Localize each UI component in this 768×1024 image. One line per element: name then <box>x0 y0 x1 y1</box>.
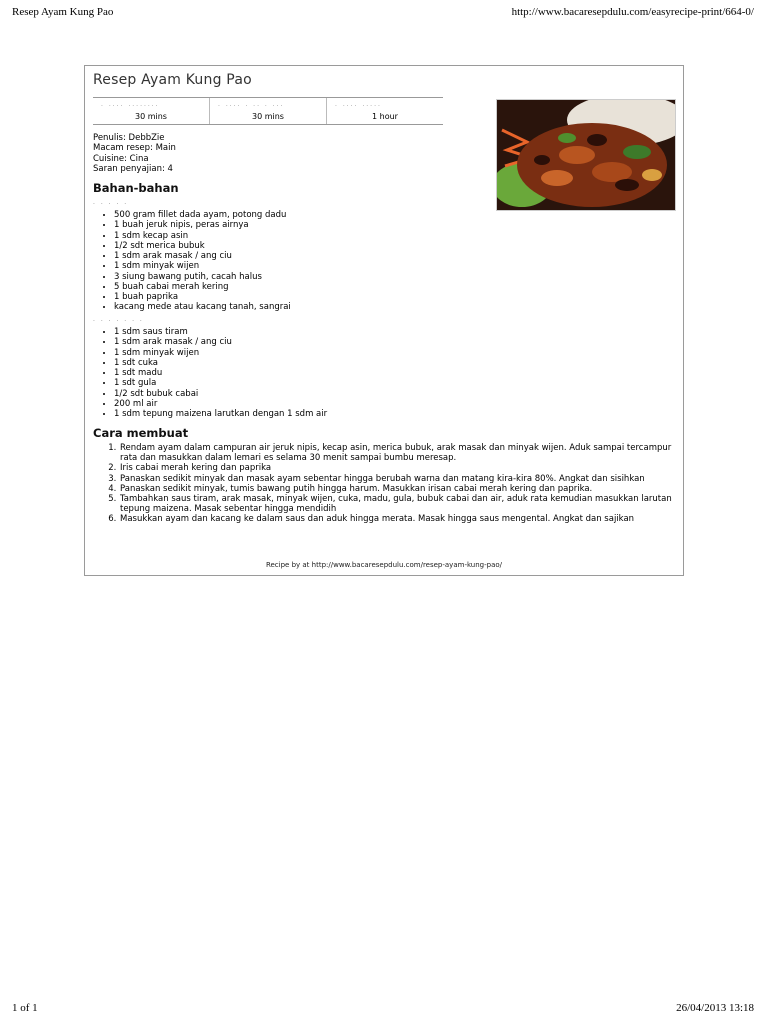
list-item: • 1 sdt gula <box>114 378 327 388</box>
step-item: 3. Panaskan sedikit minyak dan masak ayam sebentar hingga berubah warna dan matang kira-kira 80%. Angkat dan sisihkan <box>119 474 678 484</box>
list-item: • 1 sdm arak masak / ang ciu <box>114 337 327 347</box>
ingredients-list-1 <box>93 210 291 313</box>
step-item: 2. Iris cabai merah kering dan paprika <box>119 463 678 473</box>
meta-serves: Saran penyajian: 4 <box>93 163 173 174</box>
cook-time-label: . .... . .. . ... <box>218 101 285 108</box>
list-item: • 1 sdm minyak wijen <box>114 348 327 358</box>
list-item: • 1 sdm kecap asin <box>114 231 291 241</box>
total-time-value: 1 hour <box>372 112 398 121</box>
list-item: • 3 siung bawang putih, cacah halus <box>114 272 291 282</box>
list-item: • 1/2 sdt merica bubuk <box>114 241 291 251</box>
list-item: • 1/2 sdt bubuk cabai <box>114 389 327 399</box>
list-item: • 1 sdt cuka <box>114 358 327 368</box>
print-url[interactable]: http://www.bacaresepdulu.com/easyrecipe-print/664-0/ <box>511 6 754 18</box>
total-time <box>327 98 443 124</box>
page-number: 1 of 1 <box>12 1002 38 1014</box>
list-item: • 1 sdm minyak wijen <box>114 261 291 271</box>
list-item: • 1 buah jeruk nipis, peras airnya <box>114 220 291 230</box>
method-title: Cara membuat <box>93 426 189 440</box>
list-item: • 200 ml air <box>114 399 327 409</box>
step-item: 1. Rendam ayam dalam campuran air jeruk nipis, kecap asin, merica bubuk, arak masak dan minyak wijen. Aduk sampai tercampur rata dan masukkan dalam lemari es selama 30 menit sampai bumbu meresap. <box>119 443 678 463</box>
list-item: • 5 buah cabai merah kering <box>114 282 291 292</box>
ingredients-group2-label: . . . . . . . <box>93 316 144 323</box>
recipe-photo-image <box>497 100 675 210</box>
list-item: • kacang mede atau kacang tanah, sangrai <box>114 302 291 312</box>
cook-time <box>210 98 327 124</box>
print-header <box>12 6 754 18</box>
cook-time-value: 30 mins <box>252 112 284 121</box>
prep-time <box>93 98 210 124</box>
recipe-title: Resep Ayam Kung Pao <box>93 72 252 88</box>
method-steps <box>93 443 678 525</box>
meta-author: Penulis: DebbZie <box>93 133 165 143</box>
list-item: • 1 sdt madu <box>114 368 327 378</box>
ingredients-list-2 <box>93 327 327 419</box>
print-footer <box>12 1002 754 1014</box>
print-datetime: 26/04/2013 13:18 <box>676 1002 754 1014</box>
ingredients-title: Bahan-bahan <box>93 181 179 195</box>
print-doc-title: Resep Ayam Kung Pao <box>12 6 114 18</box>
recipe-meta <box>93 133 176 174</box>
meta-cuisine: Cuisine: Cina <box>93 153 149 164</box>
step-item: 4. Panaskan sedikit minyak, tumis bawang putih hingga harum. Masukkan irisan cabai merah kering dan paprika. <box>119 484 678 494</box>
recipe-times <box>93 97 443 125</box>
list-item: • 1 sdm saus tiram <box>114 327 327 337</box>
prep-time-label: . .... ........ <box>101 101 160 108</box>
prep-time-value: 30 mins <box>135 112 167 121</box>
step-item: 6. Masukkan ayam dan kacang ke dalam saus dan aduk hingga merata. Masak hingga saus mengental. Angkat dan sajikan <box>119 514 678 524</box>
recipe-credit[interactable]: Recipe by at http://www.bacaresepdulu.com/resep-ayam-kung-pao/ <box>265 561 503 569</box>
list-item: • 500 gram fillet dada ayam, potong dadu <box>114 210 291 220</box>
ingredients-group1-label: . . . . . <box>93 199 129 206</box>
step-item: 5. Tambahkan saus tiram, arak masak, minyak wijen, cuka, madu, gula, bubuk cabai dan air, aduk rata kemudian masukkan larutan tepung maizena. Masak sebentar hingga mendidih <box>119 494 678 514</box>
total-time-label: . .... ..... <box>335 101 382 108</box>
list-item: • 1 buah paprika <box>114 292 291 302</box>
recipe-card <box>84 65 684 576</box>
recipe-photo <box>496 99 676 211</box>
list-item: • 1 sdm arak masak / ang ciu <box>114 251 291 261</box>
list-item: • 1 sdm tepung maizena larutkan dengan 1 sdm air <box>114 409 327 419</box>
meta-type: Macam resep: Main <box>93 143 176 154</box>
